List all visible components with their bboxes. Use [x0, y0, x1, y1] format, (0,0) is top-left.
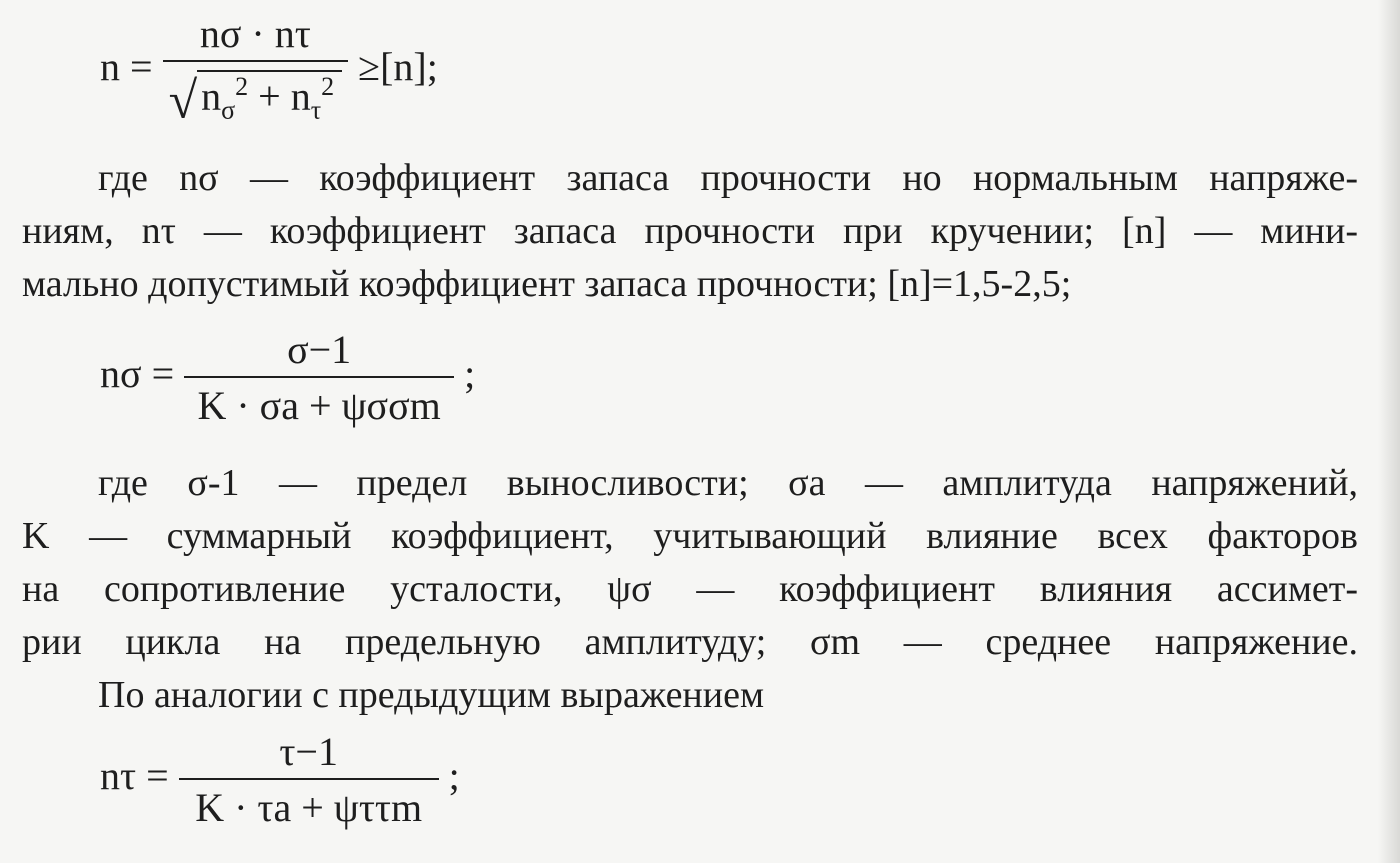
paragraph-2-line-5: По аналогии с предыдущим выражением [98, 674, 765, 716]
formula-n-numerator: nσ · nτ [163, 14, 349, 62]
paragraph-2-line-2: K — суммарный коэффициент, учитывающий влияние всех факторов [22, 515, 1358, 557]
paragraph-1-line-3: мально допустимый коэффициент запаса прочности; [n]=1,5-2,5; [22, 263, 1072, 305]
radicand: $n_\sigma^2 + n_\tau^2$ [197, 70, 342, 123]
paragraph-1-line-1: где nσ — коэффициент запаса прочности но нормальным напряже- [98, 157, 1358, 199]
formula-n-sigma-numerator: σ−1 [184, 330, 454, 378]
formula-n-tau-lhs: nτ = [100, 753, 169, 799]
formula-n-tau-fraction [179, 729, 439, 830]
formula-n-sigma-end: ; [464, 351, 476, 397]
sqrt-sign: √ [168, 72, 198, 130]
paragraph-2-line-1: где σ-1 — предел выносливости; σa — амплитуда напряжений, [98, 462, 1358, 504]
formula-n-denominator [163, 62, 349, 130]
paragraph-2 [22, 457, 1358, 722]
formula-n-fraction [163, 11, 349, 130]
formula-n-sigma [100, 327, 476, 428]
formula-n-sigma-lhs: nσ = [100, 351, 175, 397]
paragraph-1 [22, 152, 1358, 311]
formula-n-sigma-fraction [184, 327, 454, 428]
formula-n-tau-numerator: τ−1 [179, 732, 439, 780]
formula-n [100, 11, 438, 130]
paragraph-1-line-2: ниям, nτ — коэффициент запаса прочности при кручении; [n] — мини- [22, 210, 1358, 252]
page-edge-shadow [1378, 0, 1400, 863]
formula-n-sigma-denominator: K · σa + ψσσm [197, 383, 441, 428]
paragraph-2-line-3: на сопротивление усталости, ψσ — коэффициент влияния ассимет- [22, 568, 1358, 610]
formula-n-tau-denominator: K · τa + ψττm [195, 785, 423, 830]
formula-n-rhs: ≥[n]; [358, 43, 438, 89]
paragraph-2-line-4: рии цикла на предельную амплитуду; σm — среднее напряжение. [22, 621, 1358, 663]
formula-n-tau-end: ; [448, 753, 460, 799]
formula-n-tau [100, 729, 460, 830]
formula-n-lhs: n = [100, 43, 153, 89]
